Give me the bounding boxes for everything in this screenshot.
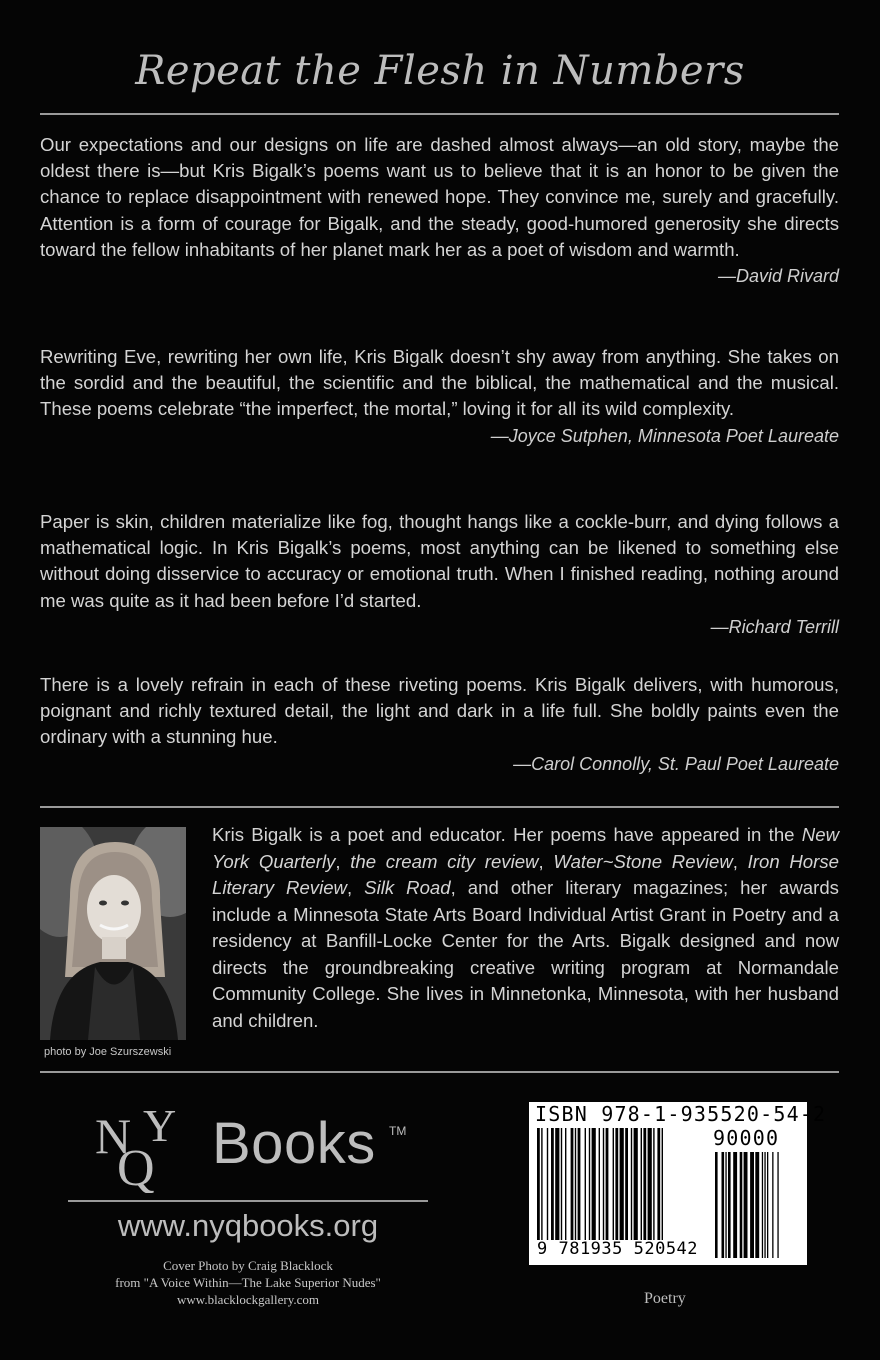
author-photo [40, 827, 186, 1040]
barcode-bar [561, 1128, 562, 1240]
author-portrait-icon [40, 827, 186, 1040]
cover-credit-line: Cover Photo by Craig Blacklock [163, 1258, 333, 1273]
cover-credit-link[interactable]: www.blacklockgallery.com [177, 1292, 319, 1307]
publisher-divider [68, 1200, 428, 1202]
barcode-bar [755, 1152, 759, 1258]
barcode-bar [547, 1128, 548, 1240]
bio-divider [40, 806, 839, 808]
barcode-bar [733, 1152, 737, 1258]
blurb-attribution: —Richard Terrill [710, 616, 839, 637]
barcode-bar [657, 1128, 660, 1240]
barcode-bar [565, 1128, 566, 1240]
barcode-bar [620, 1128, 624, 1240]
barcode-bar [541, 1128, 542, 1240]
barcode-bar [762, 1152, 763, 1258]
publisher-website[interactable]: www.nyqbooks.org [117, 1208, 379, 1243]
barcode-bar [615, 1128, 618, 1240]
blurb-attribution: —Carol Connolly, St. Paul Poet Laureate [513, 753, 839, 774]
blurb [40, 672, 839, 777]
blurb-text: Our expectations and our designs on life are dashed almost always—an old story, maybe the oldest there is—but Kris Bigalk’s poems want us to believe that it is an honor to be given the chance to replace disappointment with renewed hope. They convince me, surely and gracefully. Attention is a form of courage for Bigalk, and the steady, good-humored generosity she directs toward the fellow inhabitants of her planet mark her as a poet of wisdom and warmth. [40, 134, 839, 260]
barcode-bar [722, 1152, 725, 1258]
barcode-bar [575, 1128, 576, 1240]
author-bio: Kris Bigalk is a poet and educator. Her poems have appeared in the New York Quarterly, the cream city review, Water~Stone Review, Iron Horse Literary Review, Silk Road, and other literary magazines; her awards include a Minnesota State Arts Board Individual Artist Grant in Poetry and a residency at Banfill-Locke Center for the Arts. Bigalk designed and now directs the groundbreaking creative writing program at Normandale Community College. She lives in Minnetonka, Minnesota, with her husband and children. [212, 824, 839, 1031]
price-code: 90000 [713, 1126, 780, 1150]
barcode-bar [585, 1128, 586, 1240]
title-divider [40, 113, 839, 115]
isbn-barcode [529, 1102, 827, 1265]
barcode-bar [653, 1128, 654, 1240]
barcode-bar [662, 1128, 663, 1240]
blurb [40, 344, 839, 509]
barcode-digits: 9 781935 520542 [537, 1239, 699, 1259]
barcode-bar [728, 1152, 731, 1258]
barcode-bar [613, 1128, 614, 1240]
footer-divider [40, 1071, 839, 1073]
blurb [40, 132, 839, 344]
barcode-bar [725, 1152, 726, 1258]
blurb [40, 509, 839, 672]
barcode-bar [634, 1128, 638, 1240]
blurb-attribution: —David Rivard [717, 266, 839, 287]
nyq-logo-icon [95, 1103, 205, 1193]
barcode-bar [589, 1128, 590, 1240]
barcode-bar [715, 1152, 718, 1258]
book-title: Repeat the Flesh in Numbers [135, 48, 745, 94]
barcode-bar [740, 1152, 743, 1258]
barcode-bar [537, 1128, 540, 1240]
barcode-bar [631, 1128, 632, 1240]
barcode-bar [599, 1128, 600, 1240]
barcode-bar [643, 1128, 646, 1240]
blurbs-section [40, 132, 839, 777]
barcode-bar [750, 1152, 754, 1258]
barcode-bar [578, 1128, 581, 1240]
cover-credit [68, 1257, 428, 1308]
photo-credit: photo by Joe Szurszewski [44, 1046, 172, 1058]
blurb-text: There is a lovely refrain in each of these riveting poems. Kris Bigalk delivers, with humorous, poignant and richly textured detail, the light and dark in a life full. She boldly paints even the ordinary with a stunning hue. [40, 674, 839, 748]
barcode-bar [772, 1152, 773, 1258]
barcode-bar [551, 1128, 554, 1240]
barcode-bar [767, 1152, 768, 1258]
cover-credit-line: from "A Voice Within—The Lake Superior Nudes" [115, 1275, 381, 1290]
blurb-text: Rewriting Eve, rewriting her own life, Kris Bigalk doesn’t shy away from anything. She takes on the sordid and the beautiful, the scientific and the biblical, the mathematical and the musical. These poems celebrate “the imperfect, the mortal,” loving it for all its wild complexity. [40, 346, 839, 420]
barcode-bar [777, 1152, 778, 1258]
trademark-mark: TM [389, 1124, 407, 1138]
barcode-bar [603, 1128, 604, 1240]
isbn-number: ISBN 978-1-935520-54-2 [535, 1102, 827, 1126]
barcode-bar [592, 1128, 596, 1240]
barcode-bar [744, 1152, 748, 1258]
blurb-text: Paper is skin, children materialize like fog, thought hangs like a cockle-burr, and dying follows a mathematical logic. In Kris Bigalk’s poems, most anything can be likened to something else without doing disservice to accuracy or emotional truth. When I finished reading, nothing around me was quite as it had been before I’d started. [40, 511, 839, 611]
barcode-bar [648, 1128, 652, 1240]
publisher-name: Books [212, 1111, 376, 1176]
nyq-logo [95, 1103, 205, 1198]
logo-letter-y: Y [143, 1103, 177, 1151]
barcode-bar [641, 1128, 642, 1240]
barcode-bar [555, 1128, 559, 1240]
barcode-bar [764, 1152, 765, 1258]
logo-letter-n: N [95, 1108, 132, 1164]
barcode-bar [606, 1128, 609, 1240]
logo-letter-q: Q [117, 1140, 155, 1193]
book-category: Poetry [644, 1290, 686, 1307]
barcode-bar [571, 1128, 574, 1240]
blurb-attribution: —Joyce Sutphen, Minnesota Poet Laureate [490, 425, 839, 446]
barcode-bar [625, 1128, 628, 1240]
